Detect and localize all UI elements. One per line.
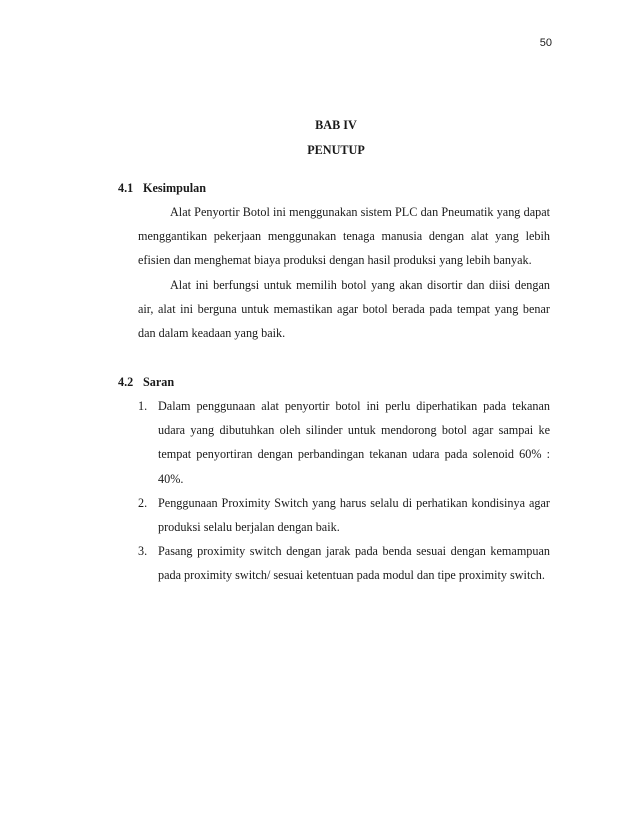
section-number: 4.2 — [118, 375, 134, 389]
chapter-label: BAB IV — [315, 118, 357, 132]
list-item — [138, 491, 550, 539]
list-item-text: Penggunaan Proximity Switch yang harus selalu di perhatikan kondisinya agar produksi selalu berjalan dengan baik. — [158, 495, 550, 535]
list-item-text: Pasang proximity switch dengan jarak pada benda sesuai dengan kemampuan pada proximity switch/ sesuai ketentuan pada modul dan tipe proximity switch. — [158, 544, 550, 583]
list-item — [138, 539, 550, 587]
section-title: Saran — [143, 375, 175, 389]
list-marker: 1. — [138, 399, 148, 413]
conclusion-paragraph-2: Alat ini berfungsi untuk memilih botol yang akan disortir dan diisi dengan air, alat ini berguna untuk memastikan agar botol berada pada tempat yang benar dan dalam keadaan yang baik. — [138, 277, 550, 341]
section-heading-kesimpulan — [118, 181, 206, 196]
list-marker: 3. — [138, 544, 148, 559]
section-heading-saran — [118, 375, 174, 390]
section-title: Kesimpulan — [143, 181, 206, 195]
conclusion-paragraph-1: Alat Penyortir Botol ini menggunakan sistem PLC dan Pneumatik yang dapat menggantikan pekerjaan menggunakan tenaga manusia dengan alat yang lebih efisien dan menghemat biaya produksi dengan hasil produksi yang lebih banyak. — [138, 205, 550, 268]
list-item-text: Dalam penggunaan alat penyortir botol ini perlu diperhatikan pada tekanan udara yang dibutuhkan oleh silinder untuk mendorong botol agar sampai ke tempat penyortiran dengan perbandingan tekanan udara pada solenoid 60% : 40%. — [158, 399, 550, 486]
chapter-title: PENUTUP — [307, 143, 365, 157]
section-number: 4.1 — [118, 181, 134, 195]
list-item — [138, 394, 550, 491]
suggestion-list — [138, 394, 550, 588]
conclusion-body — [138, 200, 550, 345]
page-number: 50 — [539, 37, 552, 49]
list-marker: 2. — [138, 495, 148, 510]
